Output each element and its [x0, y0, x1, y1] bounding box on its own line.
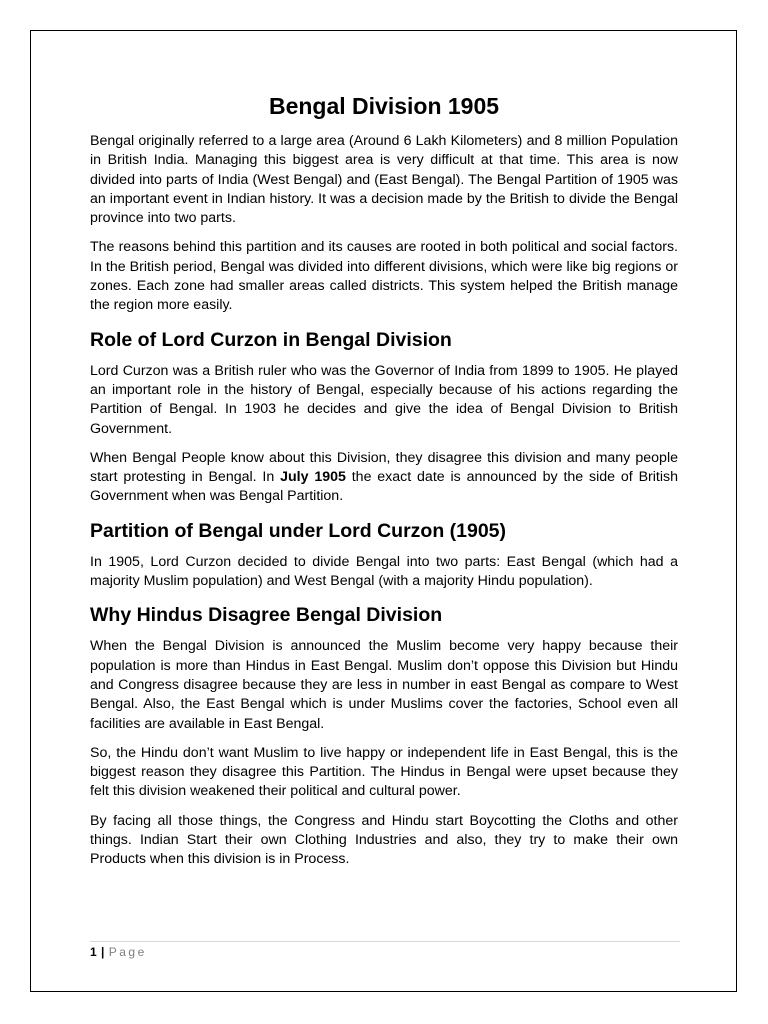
section-1-paragraph-1: Lord Curzon was a British ruler who was the Governor of India from 1899 to 1905. He played an important role in the history of Bengal, especially because of his actions regarding the Partition of Bengal. In 1903 he decides and give the idea of Bengal Division to British Government. [90, 362, 678, 437]
section-heading-partition-1905: Partition of Bengal under Lord Curzon (1905) [90, 519, 507, 542]
document-title: Bengal Division 1905 [268, 93, 500, 119]
section-2-paragraph-1: In 1905, Lord Curzon decided to divide Bengal into two parts: East Bengal (which had a majority Muslim population) and West Bengal (with a majority Hindu population). [90, 553, 678, 590]
section-3-paragraph-1: When the Bengal Division is announced the Muslim become very happy because their population is more than Hindus in East Bengal. Muslim don’t oppose this Division but Hindu and Congress disagree because they are less in number in east Bengal as compare to West Bengal. Also, the East Bengal which is under Muslims cover the factories, School even all facilities are available in East Bengal. [90, 638, 678, 732]
page-label: Page [108, 945, 147, 959]
document-body [90, 92, 678, 880]
section-heading-hindus-disagree: Why Hindus Disagree Bengal Division [90, 604, 443, 627]
section-3-paragraph-2: So, the Hindu don’t want Muslim to live happy or independent life in East Bengal, this is the biggest reason they disagree this Partition. The Hindus in Bengal were upset because they felt this division weakened their political and cultural power. [90, 744, 678, 800]
page-footer [90, 944, 147, 960]
footer-divider [90, 941, 680, 942]
section-3-paragraph-3: By facing all those things, the Congress and Hindu start Boycotting the Cloths and other things. Indian Start their own Clothing Industries and also, they try to make their own Products when this division is in Process. [90, 812, 678, 868]
intro-paragraph-2: The reasons behind this partition and its causes are rooted in both political and social factors. In the British period, Bengal was divided into different divisions, which were like big regions or zones. Each zone had smaller areas called districts. This system helped the British manage the region more easily. [90, 239, 678, 314]
section-1-paragraph-2-after: the exact date is announced by the side of British Government when was Bengal Partition. [90, 469, 678, 505]
section-heading-lord-curzon-role: Role of Lord Curzon in Bengal Division [90, 328, 452, 351]
page-separator: | [101, 945, 105, 959]
bold-date-july-1905: July 1905 [280, 469, 346, 486]
section-1-paragraph-2-before: When Bengal People know about this Division, they disagree this division and many people start protesting in Bengal. In [90, 449, 678, 486]
section-1-paragraph-2 [90, 449, 678, 507]
page-number: 1 [90, 945, 98, 959]
intro-paragraph-1: Bengal originally referred to a large area (Around 6 Lakh Kilometers) and 8 million Population in British India. Managing this biggest area is very difficult at that time. This area is now divided into parts of India (West Bengal) and (East Bengal). The Bengal Partition of 1905 was an important event in Indian history. It was a decision made by the British to divide the Bengal province into two parts. [90, 133, 678, 227]
